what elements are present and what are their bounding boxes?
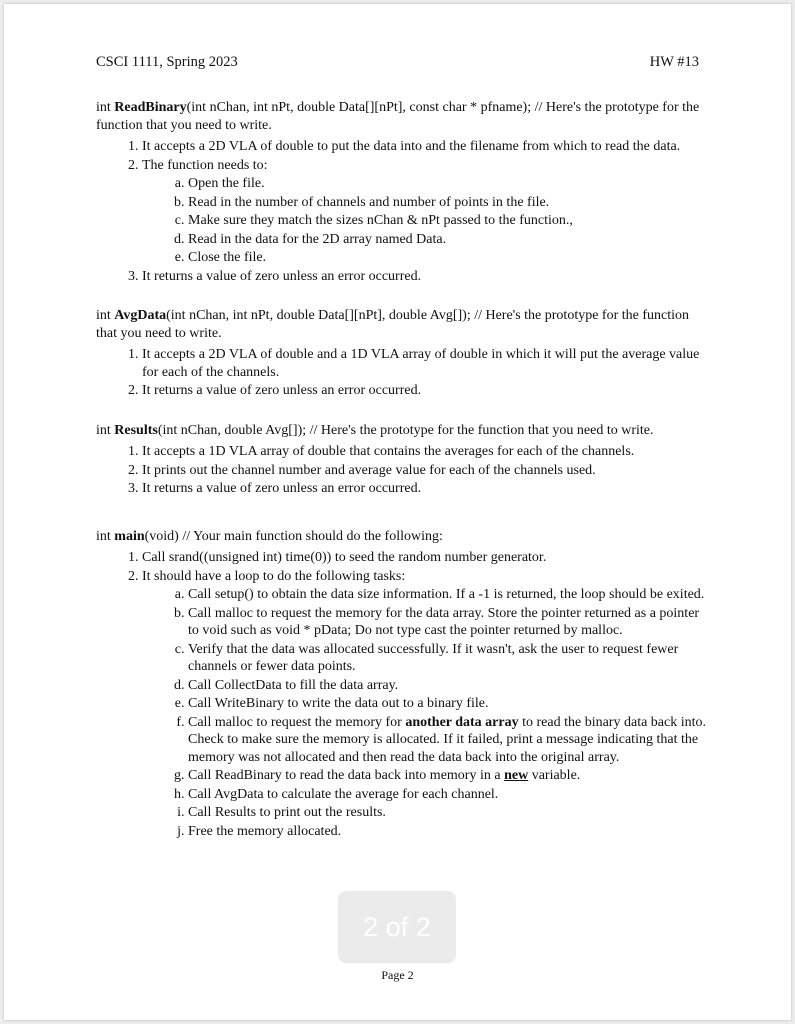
sub-list-item: d. Call CollectData to fill the data array. (188, 677, 708, 695)
sub-list-item: h. Call AvgData to calculate the average for each channel. (188, 786, 708, 804)
results-prototype-text: (int nChan, double Avg[]); // Here's the prototype for the function that you need to write. (157, 422, 654, 438)
item-f-text-end: to read the binary data back into. Check to make sure the memory is allocated. If it failed, print a message indicating that the memory was not allocated and then read the data back into the original array. (188, 714, 706, 765)
results-return-type: int (96, 422, 115, 438)
list-item (142, 157, 708, 267)
avgdata-prototype-text: (int nChan, int nPt, double Data[][nPt], double Avg[]); // Here's the prototype for the function that you need to write. (96, 308, 689, 341)
sub-list-item (188, 714, 708, 767)
list-item: 3. It returns a value of zero unless an error occurred. (142, 480, 708, 498)
main-function-name: main (114, 528, 145, 544)
main-section (96, 528, 708, 841)
sub-list-item: c. Make sure they match the sizes nChan & nPt passed to the function., (188, 212, 708, 230)
list-item-text: The function needs to: (142, 157, 268, 173)
item-g-text-end: variable. (528, 768, 581, 783)
list-item: 2. It returns a value of zero unless an error occurred. (142, 382, 708, 400)
results-prototype (96, 422, 708, 440)
list-item: 1. Call srand((unsigned int) time(0)) to seed the random number generator. (142, 549, 708, 567)
item-g-text-start: Call ReadBinary to read the data back into memory in a (188, 768, 505, 783)
document-page (4, 4, 791, 1020)
page-header (96, 54, 699, 71)
avgdata-section (96, 307, 708, 400)
sub-list-item: i. Call Results to print out the results. (188, 804, 708, 822)
page-indicator: 2 of 2 (338, 891, 456, 963)
avgdata-function-name: AvgData (114, 308, 167, 323)
sub-list-item (188, 767, 708, 785)
readbinary-prototype-text: (int nChan, int nPt, double Data[][nPt], const char * pfname); // Here's the prototype for the function that you need to write. (96, 100, 700, 133)
sub-list-item: c. Verify that the data was allocated successfully. If it wasn't, ask the user to request fewer channels or fewer data points. (188, 641, 708, 676)
list-item: 1. It accepts a 2D VLA of double and a 1D VLA array of double in which it will put the average value for each of the channels. (142, 346, 708, 381)
page-footer (4, 968, 791, 983)
sub-list-item: e. Call WriteBinary to write the data out to a binary file. (188, 695, 708, 713)
results-list (96, 443, 708, 498)
list-item: 1. It accepts a 2D VLA of double to put the data into and the filename from which to read the data. (142, 138, 708, 156)
main-prototype-text: (void) // Your main function should do the following: (144, 528, 443, 544)
sub-list-item: a. Call setup() to obtain the data size information. If a -1 is returned, the loop should be exited. (188, 586, 708, 604)
sub-list-item: j. Free the memory allocated. (188, 823, 708, 841)
results-function-name: Results (114, 422, 158, 438)
sub-list-item: b. Read in the number of channels and number of points in the file. (188, 194, 708, 212)
readbinary-prototype (96, 99, 708, 134)
readbinary-function-name: ReadBinary (114, 100, 187, 115)
item-f-emphasis: another data array (405, 714, 519, 730)
homework-label: HW #13 (649, 54, 699, 70)
main-prototype (96, 528, 708, 546)
list-item (142, 568, 708, 841)
course-label: CSCI 1111, Spring 2023 (96, 54, 238, 70)
list-item: 3. It returns a value of zero unless an error occurred. (142, 268, 708, 286)
readbinary-sublist (142, 175, 708, 267)
page-content (96, 99, 708, 862)
sub-list-item: a. Open the file. (188, 175, 708, 193)
list-item: 1. It accepts a 1D VLA array of double that contains the averages for each of the channels. (142, 443, 708, 461)
main-return-type: int (96, 528, 115, 544)
list-item: 2. It prints out the channel number and average value for each of the channels used. (142, 462, 708, 480)
main-sublist (142, 586, 708, 840)
avgdata-return-type: int (96, 308, 115, 323)
sub-list-item: b. Call malloc to request the memory for the data array. Store the pointer returned as a pointer to void such as void * pData; Do not type cast the pointer returned by malloc. (188, 605, 708, 640)
results-section (96, 422, 708, 498)
main-list (96, 549, 708, 840)
item-f-text-start: Call malloc to request the memory for (188, 714, 406, 730)
sub-list-item: e. Close the file. (188, 249, 708, 267)
avgdata-list (96, 346, 708, 400)
sub-list-item: d. Read in the data for the 2D array named Data. (188, 231, 708, 249)
page-number-label: Page 2 (381, 968, 414, 982)
avgdata-prototype (96, 307, 708, 342)
readbinary-section (96, 99, 708, 285)
readbinary-return-type: int (96, 100, 115, 115)
item-g-emphasis: new (504, 768, 529, 783)
list-item-text: It should have a loop to do the following tasks: (142, 568, 406, 584)
readbinary-list (96, 138, 708, 285)
